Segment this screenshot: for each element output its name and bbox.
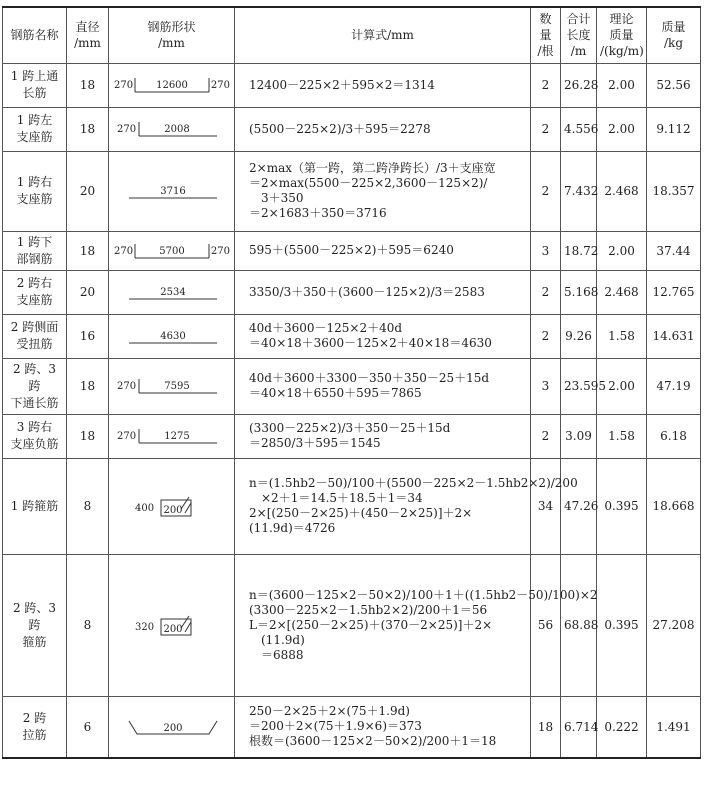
shape-dim-mid: 5700: [158, 245, 185, 257]
rebar-shape-drawing: [113, 610, 231, 640]
rebar-name-text: 2 跨、3 跨 箍筋: [12, 600, 57, 649]
formula-line: 250－2×25＋2×(75＋1.9d): [249, 704, 410, 719]
rebar-diameter: 16: [67, 314, 109, 358]
rebar-length: 3.09: [561, 414, 597, 458]
rebar-unit-weight: 1.58: [597, 414, 647, 458]
formula-line: 2×max（第一跨，第二跨净跨长）/3＋支座宽: [249, 161, 496, 175]
header-shape: [109, 7, 235, 63]
rebar-formula: [235, 696, 531, 758]
rebar-shape-drawing: [113, 236, 231, 266]
formula-line: (3300－225×2－1.5hb2×2)/200＋1＝56: [249, 602, 488, 617]
formula-line: ＝2850/3＋595＝1545: [249, 436, 381, 450]
rebar-count: 2: [531, 107, 561, 151]
rebar-formula: [235, 231, 531, 270]
rebar-weight: 12.765: [647, 270, 701, 314]
rebar-formula: [235, 107, 531, 151]
formula-line: 12400－225×2＋595×2＝1314: [249, 77, 435, 92]
rebar-shape: [109, 554, 235, 696]
rebar-shape: [109, 151, 235, 231]
header-row: [3, 7, 701, 63]
table-row: [3, 63, 701, 107]
rebar-diameter: 20: [67, 151, 109, 231]
rebar-unit-weight: 2.468: [597, 270, 647, 314]
shape-dim-mid: 2008: [163, 124, 190, 135]
rebar-count: 2: [531, 414, 561, 458]
rebar-name: [3, 458, 67, 554]
rebar-weight: 47.19: [647, 358, 701, 414]
rebar-length: 18.72: [561, 231, 597, 270]
rebar-unit-weight: 2.468: [597, 151, 647, 231]
rebar-diameter: 8: [67, 458, 109, 554]
shape-dim-left: 400: [134, 503, 154, 514]
formula-line: (5500－225×2)/3＋595＝2278: [249, 121, 431, 136]
formula-line: (11.9d)＝4726: [249, 521, 336, 535]
rebar-shape: [109, 231, 235, 270]
shape-dim-mid: 200: [162, 505, 183, 516]
header-weight: [647, 7, 701, 63]
rebar-formula: [235, 270, 531, 314]
rebar-name-text: 1 跨左 支座筋: [16, 113, 53, 144]
rebar-shape: [109, 107, 235, 151]
rebar-weight: 1.491: [647, 696, 701, 758]
header-formula: 计算式/mm: [235, 7, 531, 63]
formula-line: ＝2×1683＋350＝3716: [249, 206, 387, 220]
shape-dim-left: 270: [113, 245, 133, 257]
shape-dim-mid: 4630: [159, 331, 186, 342]
header-name: 钢筋名称: [3, 7, 67, 63]
header-count-text: 数量 /根: [537, 12, 554, 59]
rebar-name: [3, 358, 67, 414]
header-weight-text: 质量 /kg: [661, 20, 686, 51]
rebar-formula: [235, 458, 578, 554]
rebar-count: 2: [531, 314, 561, 358]
table-row: [3, 151, 701, 231]
rebar-unit-weight: 2.00: [597, 107, 647, 151]
table-body: [3, 63, 701, 758]
rebar-length: 6.714: [561, 696, 597, 758]
rebar-length: 4.556: [561, 107, 597, 151]
rebar-formula: [235, 358, 531, 414]
header-unit-weight-text: 理论 质量 /(kg/m): [600, 12, 644, 59]
shape-line: [185, 503, 191, 513]
rebar-shape: [109, 358, 235, 414]
rebar-unit-weight: 2.00: [597, 231, 647, 270]
rebar-shape-drawing: [113, 114, 231, 144]
rebar-name-text: 1 跨下 部钢筋: [16, 234, 53, 266]
rebar-name-text: 3 跨右 支座负筋: [10, 420, 59, 451]
rebar-name: [3, 151, 67, 231]
rebar-formula: [235, 554, 598, 696]
header-shape-text: 钢筋形状 /mm: [147, 20, 196, 51]
rebar-formula: [235, 151, 531, 231]
rebar-shape-drawing: [113, 491, 231, 521]
rebar-name: [3, 270, 67, 314]
shape-dim-mid: 2534: [159, 287, 186, 298]
formula-line: 595＋(5500－225×2)＋595＝6240: [249, 243, 454, 257]
rebar-name: [3, 231, 67, 270]
formula-line: ×2＋1＝14.5＋18.5＋1＝34: [249, 491, 423, 505]
shape-dim-mid: 200: [162, 722, 183, 734]
rebar-name: [3, 414, 67, 458]
shape-dim-mid: 12600: [155, 80, 188, 91]
shape-dim-left: 320: [134, 622, 154, 633]
rebar-weight: 37.44: [647, 231, 701, 270]
rebar-weight: 18.357: [647, 151, 701, 231]
formula-line: 根数＝(3600－125×2－50×2)/200＋1＝18: [249, 734, 497, 749]
rebar-length: 7.432: [561, 151, 597, 231]
header-count: [531, 7, 561, 63]
formula-line: 40d＋3600－125×2＋40d: [249, 321, 403, 335]
rebar-unit-weight: 0.222: [597, 696, 647, 758]
rebar-shape: [109, 414, 235, 458]
rebar-length: 5.168: [561, 270, 597, 314]
rebar-shape-drawing: [113, 712, 231, 742]
rebar-name: [3, 107, 67, 151]
rebar-name: [3, 314, 67, 358]
formula-line: (3300－225×2)/3＋350－25＋15d: [249, 421, 451, 435]
formula-line: 3＋350: [249, 191, 304, 205]
rebar-length: 68.88: [561, 554, 597, 696]
rebar-shape-drawing: [113, 277, 231, 307]
rebar-diameter: 6: [67, 696, 109, 758]
shape-dim-right: 270: [210, 80, 230, 91]
rebar-shape-drawing: [113, 70, 231, 100]
formula-line: n＝(3600－125×2－50×2)/100＋1＋((1.5hb2－50)/100)×2: [249, 587, 598, 602]
formula-line: ＝40×18＋6550＋595＝7865: [249, 386, 422, 400]
rebar-weight: 27.208: [647, 554, 701, 696]
rebar-name-text: 2 跨、3 跨 下通长筋: [10, 361, 59, 410]
shape-dim-mid: 200: [162, 624, 183, 635]
rebar-shape-drawing: [113, 371, 231, 401]
rebar-weight: 9.112: [647, 107, 701, 151]
formula-line: (11.9d): [249, 632, 305, 647]
table-row: [3, 107, 701, 151]
rebar-count: 2: [531, 270, 561, 314]
rebar-shape: [109, 270, 235, 314]
rebar-formula: [235, 314, 531, 358]
rebar-count: 3: [531, 358, 561, 414]
rebar-diameter: 18: [67, 107, 109, 151]
header-diameter-text: 直径 /mm: [74, 20, 101, 51]
formula-line: n＝(1.5hb2－50)/100＋(5500－225×2－1.5hb2×2)/200: [249, 476, 578, 490]
table-row: [3, 231, 701, 270]
rebar-shape-drawing: [113, 321, 231, 351]
formula-line: ＝6888: [249, 647, 304, 662]
rebar-name-text: 1 跨箍筋: [10, 498, 59, 513]
rebar-name-text: 2 跨右 支座筋: [16, 276, 53, 307]
rebar-name: [3, 696, 67, 758]
shape-dim-mid: 3716: [159, 186, 186, 197]
rebar-name: [3, 554, 67, 696]
rebar-weight: 6.18: [647, 414, 701, 458]
formula-line: ＝2×max(5500－225×2,3600－125×2)/: [249, 176, 488, 190]
shape-dim-left: 270: [116, 124, 136, 135]
header-length-text: 合计 长度 /m: [566, 12, 591, 59]
table-row: [3, 314, 701, 358]
header-length: [561, 7, 597, 63]
shape-dim-left: 270: [113, 80, 133, 91]
shape-line: [185, 622, 191, 632]
rebar-count: 34: [531, 458, 561, 554]
header-diameter: [67, 7, 109, 63]
formula-line: 3350/3＋350＋(3600－125×2)/3＝2583: [249, 284, 485, 299]
rebar-diameter: 20: [67, 270, 109, 314]
rebar-name: [3, 63, 67, 107]
rebar-name-text: 1 跨右 支座筋: [16, 175, 53, 206]
header-unit-weight: [597, 7, 647, 63]
rebar-diameter: 18: [67, 63, 109, 107]
rebar-unit-weight: 1.58: [597, 314, 647, 358]
rebar-shape: [109, 696, 235, 758]
rebar-count: 18: [531, 696, 561, 758]
table-row: [3, 458, 701, 554]
rebar-name-text: 1 跨上通 长筋: [10, 69, 59, 100]
table-row: [3, 554, 701, 696]
rebar-count: 2: [531, 63, 561, 107]
rebar-diameter: 18: [67, 358, 109, 414]
rebar-name-text: 2 跨侧面 受扭筋: [10, 320, 59, 351]
rebar-count: 2: [531, 151, 561, 231]
rebar-name-text: 2 跨 拉筋: [22, 710, 47, 742]
rebar-shape-drawing: [113, 176, 231, 206]
rebar-shape: [109, 63, 235, 107]
rebar-unit-weight: 2.00: [597, 358, 647, 414]
formula-line: ＝40×18＋3600－125×2＋40×18＝4630: [249, 336, 492, 350]
rebar-weight: 52.56: [647, 63, 701, 107]
shape-dim-left: 270: [116, 381, 136, 392]
formula-line: ＝200＋2×(75＋1.9×6)＝373: [249, 719, 422, 734]
rebar-weight: 14.631: [647, 314, 701, 358]
formula-line: 2×[(250－2×25)＋(450－2×25)]＋2×: [249, 506, 473, 520]
rebar-length: 9.26: [561, 314, 597, 358]
shape-dim-left: 270: [116, 431, 136, 442]
table-row: [3, 270, 701, 314]
table-row: [3, 358, 701, 414]
rebar-length: 47.26: [561, 458, 597, 554]
rebar-unit-weight: 2.00: [597, 63, 647, 107]
rebar-unit-weight: 0.395: [597, 554, 647, 696]
rebar-diameter: 18: [67, 231, 109, 270]
rebar-shape: [109, 458, 235, 554]
rebar-shape: [109, 314, 235, 358]
rebar-shape-drawing: [113, 421, 231, 451]
table-row: [3, 696, 701, 758]
rebar-count: 56: [531, 554, 561, 696]
formula-line: 40d＋3600＋3300－350＋350－25＋15d: [249, 371, 490, 385]
rebar-diameter: 8: [67, 554, 109, 696]
rebar-formula: [235, 414, 531, 458]
shape-dim-mid: 1275: [163, 431, 190, 442]
shape-dim-mid: 7595: [163, 381, 190, 392]
rebar-diameter: 18: [67, 414, 109, 458]
table-row: [3, 414, 701, 458]
shape-dim-right: 270: [210, 245, 230, 257]
rebar-weight: 18.668: [647, 458, 701, 554]
rebar-unit-weight: 0.395: [597, 458, 647, 554]
formula-line: L＝2×[(250－2×25)＋(370－2×25)]＋2×: [249, 617, 493, 632]
rebar-table: [2, 6, 701, 759]
rebar-length: 26.28: [561, 63, 597, 107]
rebar-count: 3: [531, 231, 561, 270]
rebar-length: 23.595: [561, 358, 597, 414]
rebar-formula: [235, 63, 531, 107]
